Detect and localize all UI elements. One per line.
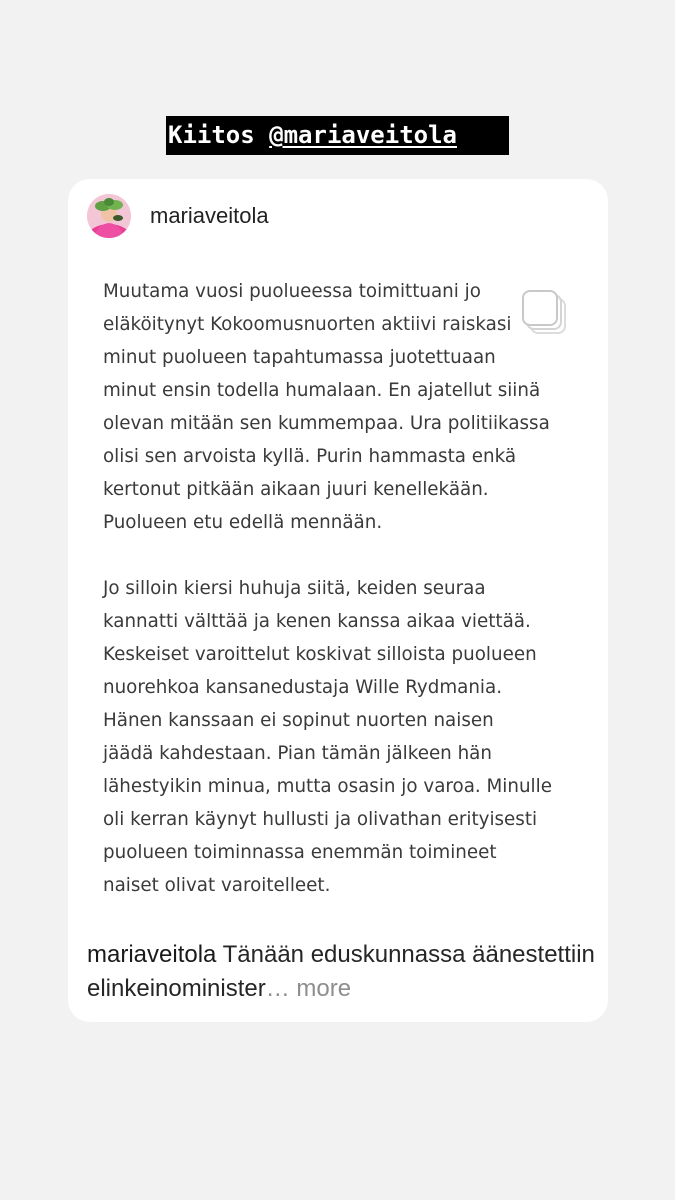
mention-link[interactable]: @mariaveitola bbox=[269, 121, 457, 149]
carousel-icon bbox=[521, 289, 569, 337]
story-caption bbox=[166, 116, 509, 155]
post-card[interactable] bbox=[68, 179, 608, 1022]
post-body bbox=[103, 275, 583, 902]
story-caption-text: Kiitos bbox=[168, 121, 270, 149]
post-caption bbox=[87, 938, 597, 1006]
caption-ellipsis: … bbox=[265, 975, 290, 1002]
caption-username[interactable]: mariaveitola bbox=[87, 941, 217, 968]
post-username[interactable]: mariaveitola bbox=[150, 203, 269, 228]
avatar[interactable] bbox=[87, 194, 131, 238]
caption-text: Tänään eduskunnassa äänestettiin elinkeinominister bbox=[87, 941, 595, 1002]
more-link[interactable]: more bbox=[289, 975, 352, 1002]
post-paragraph: Jo silloin kiersi huhuja siitä, keiden seuraa kannatti välttää ja kenen kanssa aikaa viettää. Keskeiset varoittelut koskivat silloista puolueen nuorehkoa kansanedustaja Wille Rydmania. Hänen kanssaan ei sopinut nuorten naisen jäädä kahdestaan. Pian tämän jälkeen hän lähestyikin minua, mutta osasin jo varoa. Minulle oli kerran käynyt hullusti ja olivathan erityisesti puolueen toiminnassa enemmän toimineet naiset olivat varoitelleet. bbox=[103, 578, 552, 896]
post-paragraph: Muutama vuosi puolueessa toimittuani jo eläköitynyt Kokoomusnuorten aktiivi raiskasi minut puolueen tapahtumassa juotettuaan minut ensin todella humalaan. En ajatellut siinä olevan mitään sen kummempaa. Ura politiikassa olisi sen arvoista kyllä. Purin hammasta enkä kertonut pitkään aikaan juuri kenellekään. Puolueen etu edellä mennään. bbox=[103, 281, 550, 533]
